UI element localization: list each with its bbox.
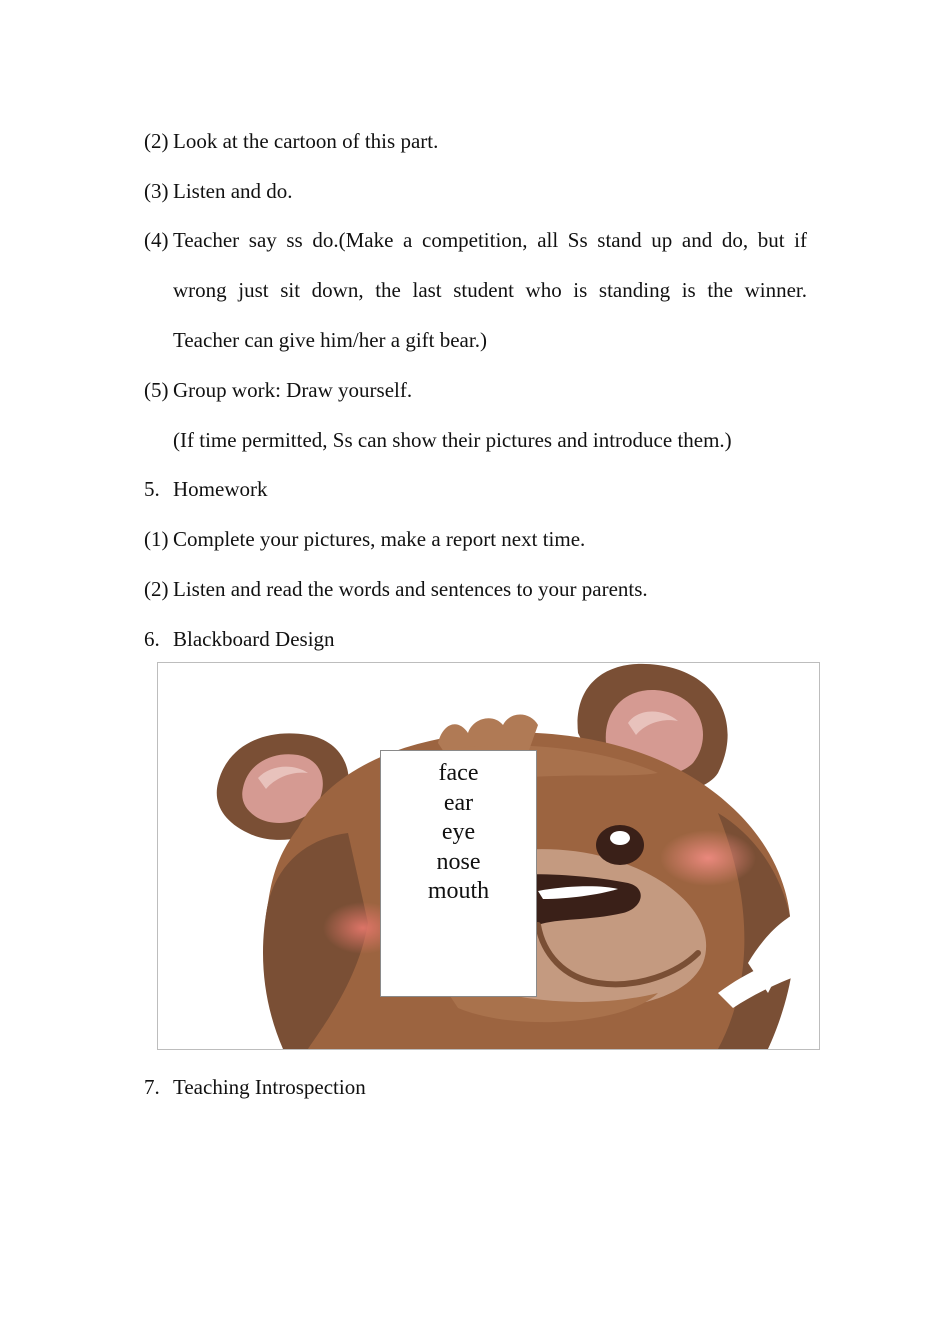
item-text-line-2: wrong just sit down, the last student who is standing is the winner.	[173, 278, 807, 302]
section-number: 5.	[144, 477, 160, 501]
item-text: Look at the cartoon of this part.	[173, 129, 439, 153]
section-title: Homework	[173, 477, 268, 501]
word-ear: ear	[443, 789, 474, 816]
item-number: (2)	[144, 129, 169, 153]
blackboard-design-image	[157, 662, 820, 1050]
section-title: Teaching Introspection	[173, 1075, 366, 1099]
vocabulary-card	[380, 750, 537, 997]
item-text: Listen and do.	[173, 179, 293, 203]
item-number: (2)	[144, 577, 169, 601]
section-number: 6.	[144, 627, 160, 651]
word-face: face	[438, 760, 479, 786]
section-number: 7.	[144, 1075, 160, 1099]
item-text: Group work: Draw yourself.	[173, 378, 413, 402]
item-number: (5)	[144, 378, 169, 402]
item-text: Listen and read the words and sentences to your parents.	[173, 577, 648, 601]
section-title: Blackboard Design	[173, 627, 335, 651]
item-text-line-3: Teacher can give him/her a gift bear.)	[173, 328, 487, 352]
word-mouth: mouth	[427, 878, 490, 904]
item-number: (4)	[144, 228, 169, 252]
item-text-line-1: Teacher say ss do.(Make a competition, all Ss stand up and do, but if	[173, 228, 807, 252]
item-number: (3)	[144, 179, 169, 203]
item-text: Complete your pictures, make a report next time.	[173, 527, 586, 551]
word-nose: nose	[436, 848, 481, 875]
item-note: (If time permitted, Ss can show their pictures and introduce them.)	[173, 428, 732, 452]
item-number: (1)	[144, 527, 169, 551]
word-eye: eye	[441, 819, 476, 845]
